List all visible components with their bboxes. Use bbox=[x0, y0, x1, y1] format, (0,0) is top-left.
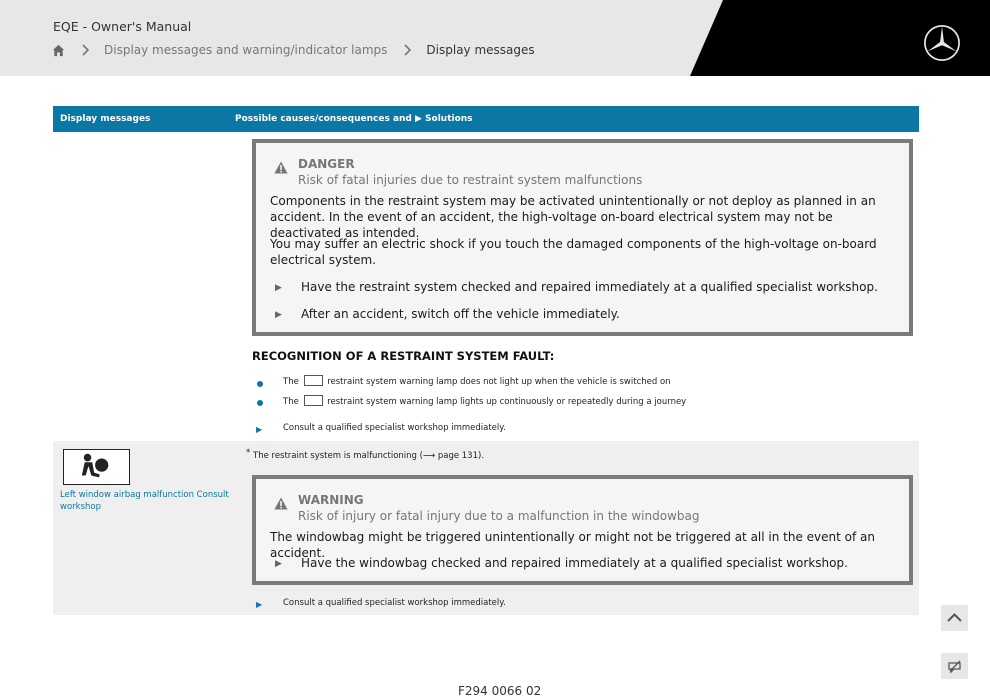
warning-triangle-icon bbox=[274, 161, 288, 174]
feedback-icon bbox=[941, 653, 968, 679]
chevron-right-icon bbox=[401, 42, 415, 58]
app-title: EQE - Owner's Manual bbox=[53, 19, 192, 34]
danger-paragraph: You may suffer an electric shock if you touch the damaged components of the high-voltage on-board electrical system. bbox=[270, 237, 877, 267]
display-message-caption: Left window airbag malfunction Consult workshop bbox=[60, 490, 229, 512]
solution-arrow-icon: ▶ bbox=[256, 425, 263, 434]
recognition-item bbox=[283, 396, 686, 407]
restraint-lamp-icon bbox=[304, 375, 323, 386]
home-icon[interactable] bbox=[52, 44, 65, 57]
warning-signal-word: WARNING bbox=[298, 493, 364, 507]
warning-paragraph: The windowbag might be triggered unintentionally or might not be triggered at all in the event of an accident. bbox=[270, 530, 875, 560]
recognition-heading: RECOGNITION OF A RESTRAINT SYSTEM FAULT: bbox=[252, 349, 555, 363]
danger-paragraph: Components in the restraint system may be activated unintentionally or not deploy as planned in an accident. In the event of an accident, the high-voltage on-board electrical system may not be deactivated as intended. bbox=[270, 194, 876, 240]
recognition-item-text: restraint system warning lamp does not light up when the vehicle is switched on bbox=[327, 377, 671, 387]
mercedes-star-logo[interactable] bbox=[923, 24, 961, 62]
solution-arrow-icon: ▶ bbox=[256, 600, 263, 609]
header bbox=[0, 0, 990, 76]
step-arrow-icon: ▶ bbox=[275, 283, 282, 293]
bullet-icon bbox=[257, 400, 263, 406]
step-arrow-icon: ▶ bbox=[275, 559, 282, 569]
footnote-asterisk: * bbox=[246, 448, 251, 458]
chevron-up-icon bbox=[941, 605, 968, 631]
scroll-to-top-button[interactable] bbox=[941, 605, 968, 631]
airbag-warning-icon bbox=[64, 450, 129, 484]
table-header bbox=[53, 106, 919, 132]
feedback-button[interactable] bbox=[941, 653, 968, 679]
warning-risk: Risk of injury or fatal injury due to a malfunction in the windowbag bbox=[298, 509, 700, 523]
column-header-display-messages: Display messages bbox=[60, 114, 151, 124]
chevron-right-icon bbox=[79, 42, 93, 58]
breadcrumb-current: Display messages bbox=[426, 43, 535, 57]
row2-solution: Consult a qualified specialist workshop immediately. bbox=[283, 598, 506, 608]
recognition-item bbox=[283, 376, 671, 387]
danger-step: Have the restraint system checked and repaired immediately at a qualified specialist workshop. bbox=[301, 280, 878, 294]
recognition-solution: Consult a qualified specialist workshop immediately. bbox=[283, 423, 506, 433]
warning-box bbox=[252, 475, 913, 585]
danger-box bbox=[252, 139, 913, 336]
figure-code: F294 0066 02 bbox=[458, 684, 542, 698]
danger-signal-word: DANGER bbox=[298, 157, 355, 171]
step-arrow-icon: ▶ bbox=[275, 310, 282, 320]
warning-triangle-icon bbox=[274, 497, 288, 510]
bullet-icon bbox=[257, 381, 263, 387]
breadcrumb-link-display-messages-lamps[interactable]: Display messages and warning/indicator lamps bbox=[104, 43, 388, 57]
cause-text: The restraint system is malfunctioning (⟶ page 131). bbox=[253, 451, 485, 461]
column-header-causes-solutions: Possible causes/consequences and ▶ Solutions bbox=[235, 114, 473, 124]
warning-step: Have the windowbag checked and repaired immediately at a qualified specialist workshop. bbox=[301, 556, 848, 570]
recognition-item-pre: The bbox=[283, 377, 299, 387]
restraint-lamp-icon bbox=[304, 395, 323, 406]
recognition-item-text: restraint system warning lamp lights up continuously or repeatedly during a journey bbox=[327, 397, 687, 407]
recognition-item-pre: The bbox=[283, 397, 299, 407]
danger-risk: Risk of fatal injuries due to restraint system malfunctions bbox=[298, 173, 643, 187]
danger-step: After an accident, switch off the vehicle immediately. bbox=[301, 307, 620, 321]
breadcrumb bbox=[52, 42, 535, 58]
airbag-icon-frame bbox=[63, 449, 130, 485]
